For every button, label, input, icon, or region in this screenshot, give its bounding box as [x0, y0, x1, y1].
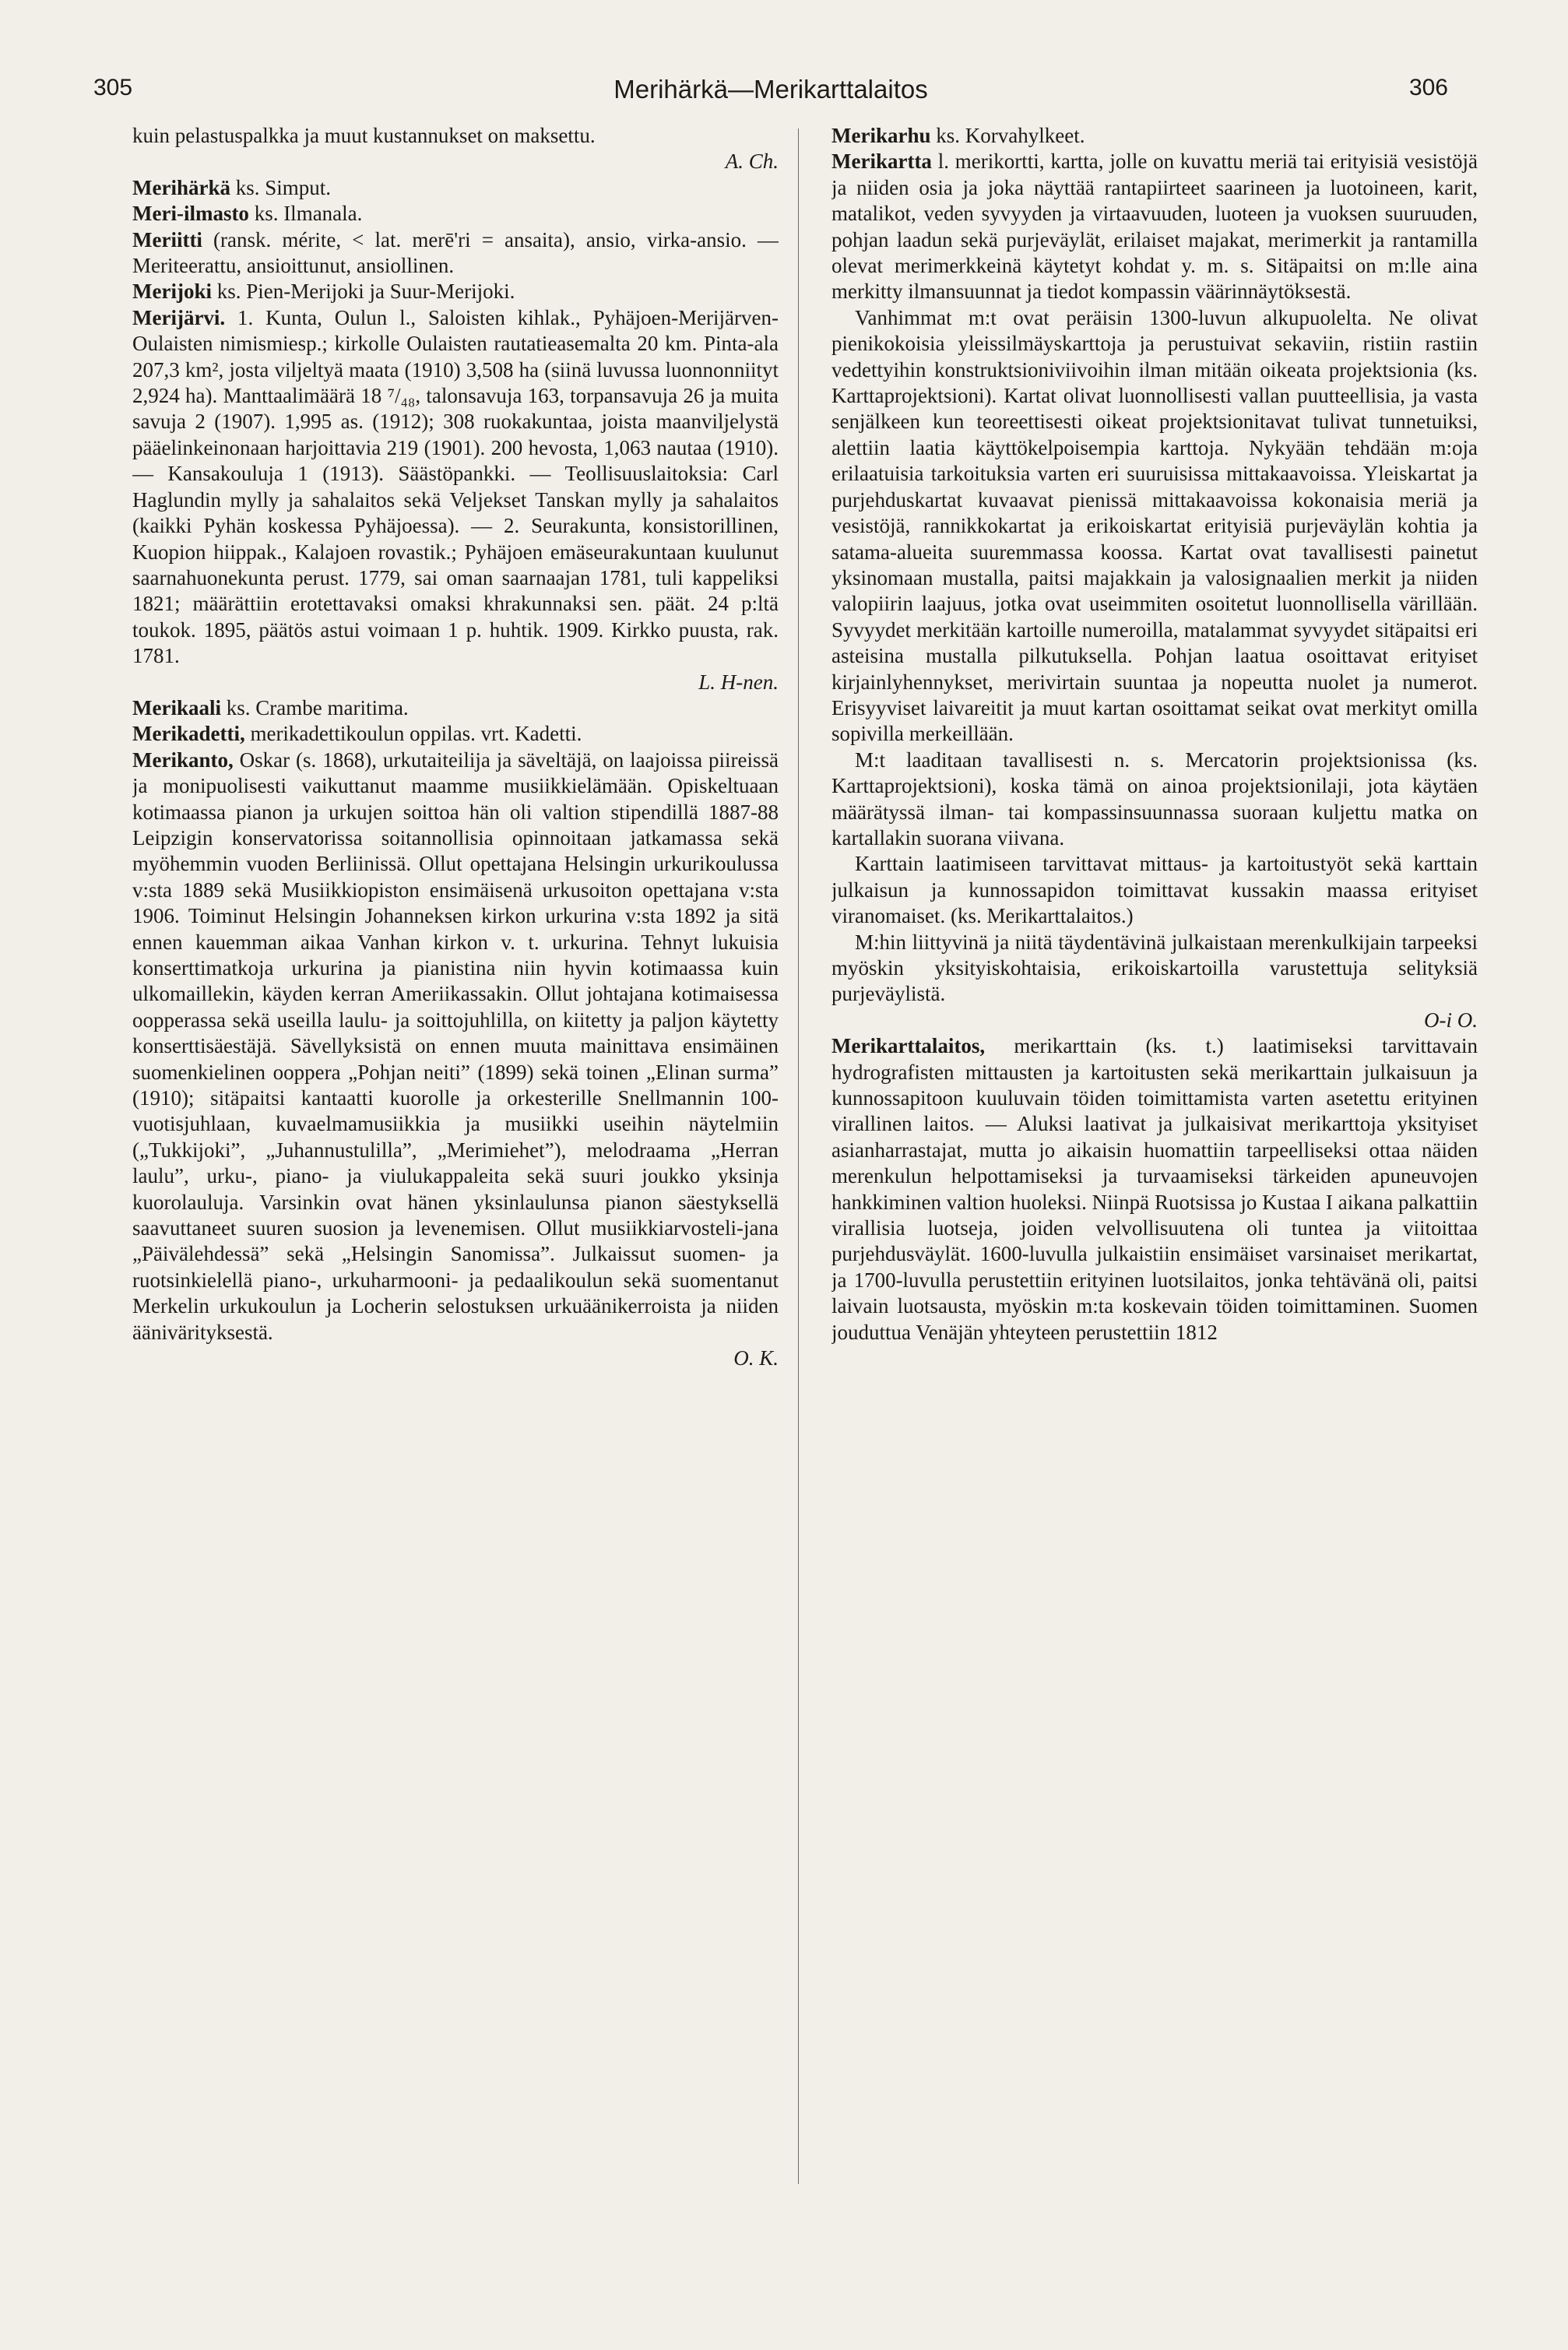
paragraph: Karttain laatimiseen tarvittavat mittaus- ja kartoitustyöt sekä karttain julkaisun ja kunnossapidon toimittavat kussakin maassa erityiset viranomaiset. (ks. Merikarttalaitos.) [831, 852, 1478, 928]
entry-headword: Merikarhu [831, 124, 931, 147]
entry-headword: Merijärvi. [132, 305, 226, 329]
column-divider [798, 128, 799, 2184]
entry-text: merikarttain (ks. t.) laatimiseksi tarvittavain hydrografisten mittausten ja kartoitusten sekä merikarttain julkaisuun ja kunnossapitoon kuuluvain töiden toimittamista varten asetettu erityinen virallinen laitos. — Aluksi laativat ja julkaisivat merikarttoja yksityiset asianharrastajat, mutta jo aikaisin huomattiin tarpeelliseksi ottaa näiden merenkulun helpottamiseksi ja turvaamiseksi tärkeiden apuneuvojen hankkiminen valtion huoleksi. Niinpä Ruotsissa jo Kustaa I aikana palkattiin virallisia luotseja, joiden velvollisuutena oli tuntea ja viitoittaa purjehdusväylät. 1600-luvulla julkaistiin ensimäiset varsinaiset merikartat, ja 1700-luvulla perustettiin erityinen luotsilaitos, jonka tehtävänä oli, paitsi laivain luotsausta, myöskin m:ta koskevain töiden toimittaminen. Suomen jouduttua Venäjän yhteyteen perustettiin 1812 [831, 1034, 1478, 1344]
paragraph: M:t laaditaan tavallisesti n. s. Mercatorin projektsionissa (ks. Karttaprojektsioni), koska tämä on ainoa projektsionilaji, jota käytäen määrätyssä ilman- tai kompassinsuunnassa suoraan kuljettu matka on kartallakin suorana viivana. [831, 748, 1478, 850]
entry-text: l. merikortti, kartta, jolle on kuvattu meriä tai erityisiä vesistöjä ja niiden osia ja joka näyttää rantapiirteet saarineen ja luotoineen, karit, matalikot, veden syvyyden ja virtaavuuden, luoteen ja vuoksen suuruuden, pohjan laadun sekä purjeväylät, erilaiset majakat, merimerkit ja rantamilla olevat merimerkkeinä käytetyt kohdat y. m. s. Sitäpaitsi on m:lle aina merkitty ilmansuunnat ja tiedot kompassin väärinnäytöksestä. [831, 150, 1478, 304]
dictionary-entry [132, 175, 779, 201]
author-signature: O-i O. [1424, 1008, 1478, 1032]
entry-headword: Merikaali [132, 695, 221, 719]
entry-text: Oskar (s. 1868), urkutaiteilija ja säveltäjä, on laajoissa piireissä ja monipuolisesti vaikuttanut maamme musiikkielämään. Opiskeltuaan kotimaassa pianon ja urkujen soittoa hän oli valtion stipendillä 1887-88 Leipzigin konservatorissa soitannollisia opinnoitaan jatkamassa sekä myöhemmin vuoden Berliinissä. Ollut opettajana Helsingin urkurikoulussa v:sta 1889 sekä Musiikkiopiston ensimäisenä urkusoiton opettajana v:sta 1906. Toiminut Helsingin Johanneksen kirkon urkurina v:sta 1892 ja sitä ennen kauemman aikaa Vanhan kirkon v. t. urkurina. Tehnyt lukuisia konserttimatkoja urkurina ja pianistina niin hyvin kotimaassa kuin ulkomaillekin, käyden kerran Ameriikassakin. Ollut johtajana kotimaisessa oopperassa sekä useilla laulu- ja soittojuhlilla, on kiitetty ja paljon käytetty konserttisäestäjä. Sävellyksistä on ennen muuta mainittava ensimäinen suomenkielinen ooppera „Pohjan neiti” (1899) sekä toinen „Elinan surma” (1910); sitäpaitsi kantaatti kuorolle ja orkesterille Snellmannin 100-vuotisjuhlaan, kuvaelmamusiikkia ja musiikki useihin näytelmiin („Tukkijoki”, „Juhannustulilla”, „Merimiehet”), melodraama „Herran laulu”, urku-, piano- ja viulukappaleita sekä suuri joukko yksinja kuorolauluja. Varsinkin ovat hänen yksinlaulunsa pianon säestyksellä saavuttaneet suuren suosion ja levenemisen. Ollut musiikkiarvosteli-jana „Päivälehdessä” sekä „Helsingin Sanomissa”. Julkaissut suomen- ja ruotsinkielellä piano-, urkuharmooni- ja pedaalikoulun sekä suomentanut Merkelin urkukoulun ja Locherin selostuksen urkuäänikerroista ja niiden äänivärityksestä. [132, 748, 779, 1344]
entry-text: ks. Korvahylkeet. [936, 124, 1085, 147]
dictionary-entry [132, 279, 779, 304]
entry-text: ks. Simput. [235, 175, 332, 199]
entry-headword: Merijoki [132, 280, 212, 304]
dictionary-entry [132, 695, 779, 721]
entry-headword: Merikarttalaitos, [831, 1034, 986, 1058]
author-signature: A. Ch. [725, 150, 779, 174]
entry-headword: Merikadetti, [132, 722, 245, 746]
running-title: Merihärkä—Merikarttalaitos [613, 75, 928, 104]
entry-headword: Merihärkä [132, 175, 230, 199]
page-header [93, 75, 1448, 109]
entry-headword: Meri-ilmasto [132, 202, 249, 226]
dictionary-entry [132, 748, 779, 1346]
entry-text: kuin pelastuspalkka ja muut kustannukset on maksettu. [132, 124, 596, 147]
dictionary-entry [132, 201, 779, 227]
dictionary-entry [831, 1033, 1478, 1346]
dictionary-entry [831, 123, 1478, 149]
paragraph: M:hin liittyvinä ja niitä täydentävinä julkaistaan merenkulkijain tarpeeksi myöskin yksityiskohtaisia, erikoiskartoilla varustettuja selityksiä purjeväylistä. [831, 930, 1478, 1006]
page-number-left: 305 [93, 75, 133, 100]
page-number-right: 306 [1408, 75, 1448, 100]
entry-headword: Meriitti [132, 227, 202, 252]
author-signature: L. H-nen. [698, 670, 779, 694]
entry-text: merikadettikoulun oppilas. vrt. Kadetti. [250, 722, 582, 746]
paragraph: Vanhimmat m:t ovat peräisin 1300-luvun alkupuolelta. Ne olivat pienikokoisia yleissilmäyskarttoja ja perustuivat sekaviin, ristiin rastiin vedettyihin konstruktsioniviivoihin ilman mitään oikeata projektsionia (ks. Karttaprojektsioni). Kartat olivat luonnollisesti vallan puutteellisia, ja vasta senjälkeen kun teoreettisesti oikeat projektsionitavat tulivat tunnetuiksi, alettiin laatia käyttökelpoisempia karttoja. Nykyään tehdään m:oja erilaatuisia tarkoituksia varten eri suuruisissa mittakaavoissa. Yleiskartat ja purjehduskartat kuvaavat pienissä mittakaavoissa kokonaisia meriä ja vesistöjä, rannikkokartat ja erikoiskartat erityisiä purjeväylän kohtia ja satama-alueita suuremmassa koossa. Kartat ovat tavallisesti painetut yksinomaan mustalla, paitsi majakkain ja valosignaalien merkit ja niiden valopiirin laajuus, jotka ovat useimmiten osoitetut luonnollisella värillään. Syvyydet merkitään kartoille numeroilla, matalammat syvyydet sitäpaitsi eri asteisina mustalla pilkutuksella. Pohjan laatua osoittavat erityiset kirjainlyhennykset, merivirtain suuntaa ja nopeutta nuolet ja numerot. Erisyyviset laivareitit ja muut kartan osoittamat seikat ovat merkityt omilla sopivilla merkeillään. [831, 305, 1478, 746]
entry-headword: Merikartta [831, 150, 932, 174]
entry-text: ks. Pien-Merijoki ja Suur-Merijoki. [216, 280, 515, 304]
dictionary-entry [132, 123, 779, 149]
dictionary-entry [132, 305, 779, 670]
entry-text: 1. Kunta, Oulun l., Saloisten kihlak., Pyhäjoen-Merijärven-Oulaisten nimismiesp.; kirkolle Oulaisten rautatieasemalta 20 km. Pinta-ala 207,3 km², josta viljeltyä maata (1910) 3,508 ha (siinä luvussa luonnonniityt 2,924 ha). Manttaalimäärä 18 ⁷/₄₈, talonsavuja 163, torpansavuja 26 ja muita savuja 2 (1907). 1,995 as. (1912); 308 ruokakuntaa, joista maanviljelystä pääelinkeinonaan harjoittavia 219 (1901). 200 hevosta, 1,063 nautaa (1910). — Kansakouluja 1 (1913). Säästöpankki. — Teollisuuslaitoksia: Carl Haglundin mylly ja sahalaitos sekä Veljekset Tanskan mylly ja sahalaitos (kaikki Pyhän koskessa Pyhäjoessa). — 2. Seurakunta, konsistorillinen, Kuopion hiippak., Kalajoen rovastik.; Pyhäjoen emäseurakuntaan kuulunut saarnahuonekunta perust. 1779, sai oman saarnaajan 1781, tuli kappeliksi 1821; määrättiin erotettavaksi omaksi khrakunnaksi sen. päät. 24 p:ltä toukok. 1895, päätös astui voimaan 1 p. huhtik. 1909. Kirkko puusta, rak. 1781. [132, 305, 779, 668]
dictionary-entry [132, 721, 779, 747]
left-column [132, 123, 779, 2272]
entry-text: ks. Crambe maritima. [226, 695, 409, 719]
author-signature: O. K. [733, 1346, 779, 1370]
entry-headword: Merikanto, [132, 748, 234, 772]
dictionary-entry [132, 227, 779, 280]
entry-text: (ransk. mérite, < lat. merē'ri = ansaita), ansio, virka-ansio. — Meriteerattu, ansioittunut, ansiollinen. [132, 227, 779, 278]
right-column [831, 123, 1478, 2272]
entry-text: ks. Ilmanala. [254, 202, 363, 226]
dictionary-entry [831, 149, 1478, 304]
